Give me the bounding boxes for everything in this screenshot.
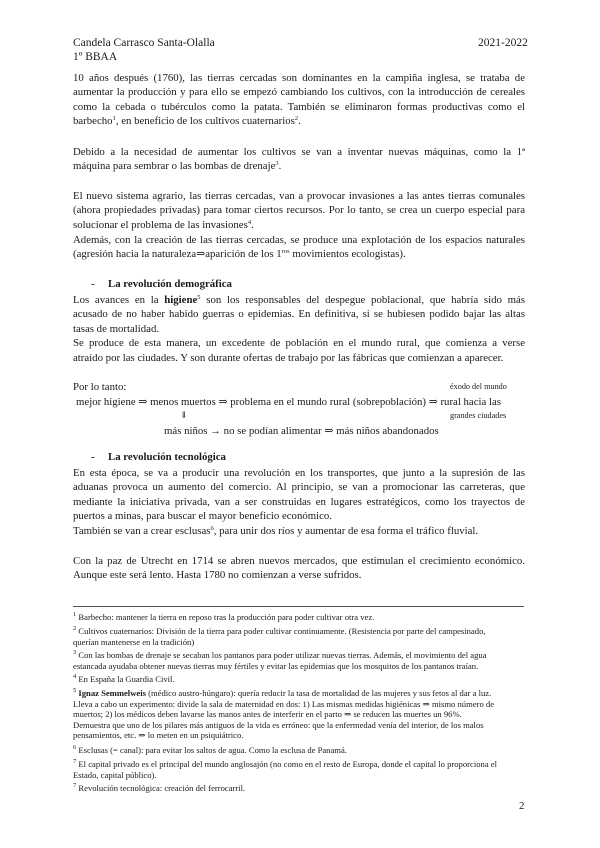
flow-side-top: éxodo del mundo <box>450 382 507 391</box>
footnote-1 <box>73 612 525 623</box>
text-fragment: También se van a crear esclusas <box>73 524 211 537</box>
text-fragment: Esclusas (= canal): para evitar los saltos de agua. Como la esclusa de Panamá. <box>78 745 347 755</box>
text-fragment: son los responsables del despegue poblacional, que habría sido más <box>200 294 525 306</box>
flow-line-1: mejor higiene ⇒ menos muertos ⇒ problema en el mundo rural (sobrepoblación) ⇒ rural hacia las <box>76 396 501 408</box>
paragraph-transport <box>73 466 525 538</box>
text-line: aduanas provoca un aumento del comercio. Al principio, se van a promocionar las carreteras, que <box>73 481 525 494</box>
text-fragment: . <box>251 218 254 231</box>
footnote-number: 5 <box>73 687 77 694</box>
footnote-7b <box>73 783 525 794</box>
text-fragment: (agresión hacia la naturaleza⇒aparición de los 1 <box>73 248 282 261</box>
text-fragment: barbecho <box>73 115 113 128</box>
footnote-number: 1 <box>73 611 77 618</box>
text-line <box>73 293 525 307</box>
paragraph-hygiene <box>73 293 525 365</box>
footnote-2 <box>73 626 525 647</box>
bold-term: higiene <box>164 294 198 306</box>
heading-title: La revolución tecnológica <box>108 451 226 463</box>
text-line: En esta época, se va a producir una revolución en los transportes, que junto a la supresión de las <box>73 467 525 479</box>
text-line: muertos; 2) los médicos deben lavarse las manos antes de interferir en el parto ⇒ se reducen las muertes un 96%. <box>73 709 462 720</box>
text-line <box>73 783 525 794</box>
text-line: puertos a minas, para buscar el mayor beneficio económico. <box>73 510 333 523</box>
footnote-5 <box>73 688 525 741</box>
text-fragment: movimientos ecologistas). <box>289 248 406 261</box>
text-line: Debido a la necesidad de aumentar los cultivos se van a inventar nuevas máquinas, como la 1ª <box>73 146 525 158</box>
text-line <box>73 114 525 128</box>
text-line: atraído por las ciudades. Y son durante ofertas de trabajo por las fábricas que comienzan a aparecer. <box>73 351 504 364</box>
text-line <box>73 247 525 261</box>
paragraph-agricultural-change <box>73 71 525 129</box>
footnote-ref-1[interactable]: 1 <box>112 115 116 123</box>
footnote-7a <box>73 759 525 780</box>
paragraph-ecology <box>73 233 525 262</box>
text-line <box>73 745 525 756</box>
footnote-number: 7 <box>73 782 77 789</box>
text-line: estancada ayudaba obtener nuevas tierras muy fértiles y evitar las epidemias que los mosquitos de los pantanos traían. <box>73 660 479 671</box>
footnote-number: 2 <box>73 625 77 632</box>
header-author: Candela Carrasco Santa-Olalla <box>73 37 215 49</box>
footnote-4 <box>73 674 525 685</box>
paragraph-utrecht <box>73 554 525 583</box>
page-number: 2 <box>519 800 525 812</box>
text-fragment: máquina para sembrar o las bombas de drenaje <box>73 160 276 173</box>
footnote-number: 7 <box>73 758 77 765</box>
footnote-number: 6 <box>73 744 77 751</box>
heading-title: La revolución demográfica <box>108 278 232 290</box>
footnote-ref-6[interactable]: 6 <box>210 524 214 532</box>
text-line <box>73 759 525 770</box>
text-line: Aunque este será lento. Hasta 1780 no comienzan a verse sufridos. <box>73 569 362 582</box>
text-fragment: En España la Guardia Civil. <box>78 674 175 684</box>
paragraph-new-machines <box>73 145 525 174</box>
text-line <box>73 159 525 173</box>
text-line: querían mantenerse en la tradición) <box>73 636 195 647</box>
text-line <box>73 218 525 232</box>
footnote-ref-4[interactable]: 4 <box>247 218 252 226</box>
heading-bullet: - <box>91 451 95 463</box>
footnote-number: 3 <box>73 649 77 656</box>
text-fragment: Barbecho: mantener la tierra en reposo tras la producción para poder cultivar otra vez. <box>78 612 375 622</box>
text-line: como la cebada o tubérculos como la patata. También se eliminaron formas productivas como el <box>73 100 525 113</box>
text-line: Lleva a cabo un experimento: divide la sala de maternidad en dos: 1) Las mismas medidas higiénicas ⇒ mismo número de <box>73 698 495 709</box>
text-line <box>73 688 525 699</box>
text-line <box>73 626 525 637</box>
text-line: pensamientos, etc. ⇒ lo meten en un psiquiátrico. <box>73 730 244 741</box>
text-fragment: Con las bombas de drenaje se secaban los pantanos para poder utilizar nuevas tierras. Además, el movimiento del agua <box>78 650 487 660</box>
footnote-ref-2[interactable]: 2 <box>294 115 299 123</box>
text-line: mediante la iniciativa privada, van a ser construidas en lugares estratégicos, como los trayectos de <box>73 495 525 508</box>
bold-term: Ignaz Semmelweis <box>78 688 146 698</box>
header-year: 2021-2022 <box>478 37 528 49</box>
text-line: El nuevo sistema agrario, las tierras cercadas, van a provocar invasiones a las antes tierras comunales <box>73 190 525 202</box>
text-line <box>73 674 525 685</box>
down-arrow-icon: ⇓ <box>180 410 188 420</box>
footnote-ref-5[interactable]: 5 <box>197 294 201 301</box>
header-course: 1º BBAA <box>73 51 118 63</box>
flow-side-bottom: grandes ciudades <box>450 411 507 420</box>
flow-intro: Por lo tanto: <box>73 381 127 393</box>
text-line: acusado de no haber habido guerras o epidemias. En definitiva, si se hubiesen podido bajar las altas <box>73 308 525 321</box>
text-fragment: Cultivos cuaternarios: División de la tierra para poder cultivar continuamente. (Resistencia por parte del campesinado, <box>78 626 486 636</box>
superscript: ros <box>281 248 290 256</box>
text-line: Estado, capital público). <box>73 769 157 780</box>
text-line: (ahora propiedades privadas) para tomar ciertos recursos. Por lo tanto, se crea un cuerpo especial para <box>73 204 525 217</box>
text-fragment: solucionar el problema de las invasiones <box>73 218 248 231</box>
paragraph-invasions <box>73 189 525 232</box>
text-line: 10 años después (1760), las tierras cercadas son dominantes en la campiña inglesa, se trataba de <box>73 72 525 84</box>
text-fragment: , para unir dos ríos y aumentar de esa forma el tráfico fluvial. <box>213 524 479 537</box>
text-line: Demuestra que uno de los pilares más antiguos de la vida es erróneo: que la enfermedad venía del interior, de los malos <box>73 719 484 730</box>
flow-line-2: más niños → no se podían alimentar ⇒ más niños abandonados <box>164 425 439 437</box>
text-line: Se produce de esta manera, un excedente de población en el mundo rural, que comienza a verse <box>73 337 525 350</box>
text-line: tasas de mortalidad. <box>73 322 160 335</box>
text-fragment: , en beneficio de los cultivos cuaternarios <box>115 115 295 128</box>
footnote-6 <box>73 745 525 756</box>
footnote-3 <box>73 650 525 671</box>
text-fragment: El capital privado es el principal del mundo anglosajón (no como en el resto de Europa, donde el capital lo proporciona el <box>78 759 497 769</box>
text-line <box>73 524 525 538</box>
text-fragment: (médico austro-húngaro): quería reducir la tasa de mortalidad de las mujeres y sus fetos al dar a luz. <box>145 688 492 698</box>
text-line <box>73 650 525 661</box>
footnote-number: 4 <box>73 673 77 680</box>
text-line: Con la paz de Utrecht en 1714 se abren nuevos mercados, que estimulan el crecimiento económico. <box>73 555 525 567</box>
text-fragment: Los avances en la <box>73 294 165 306</box>
text-line: aumentar la producción y para ello se empezó cambiando los cultivos, con la introducción de cereales <box>73 86 525 99</box>
footnote-ref-3[interactable]: 3 <box>275 160 279 168</box>
text-line: Además, con la creación de las tierras cercadas, se produce una explotación de los espacios naturales <box>73 234 525 246</box>
text-fragment: Revolución tecnológica: creación del ferrocarril. <box>78 783 246 793</box>
footnote-separator <box>73 606 524 607</box>
heading-bullet: - <box>91 278 95 290</box>
text-fragment: . <box>278 160 282 173</box>
text-line <box>73 612 525 623</box>
text-fragment: . <box>298 115 301 128</box>
